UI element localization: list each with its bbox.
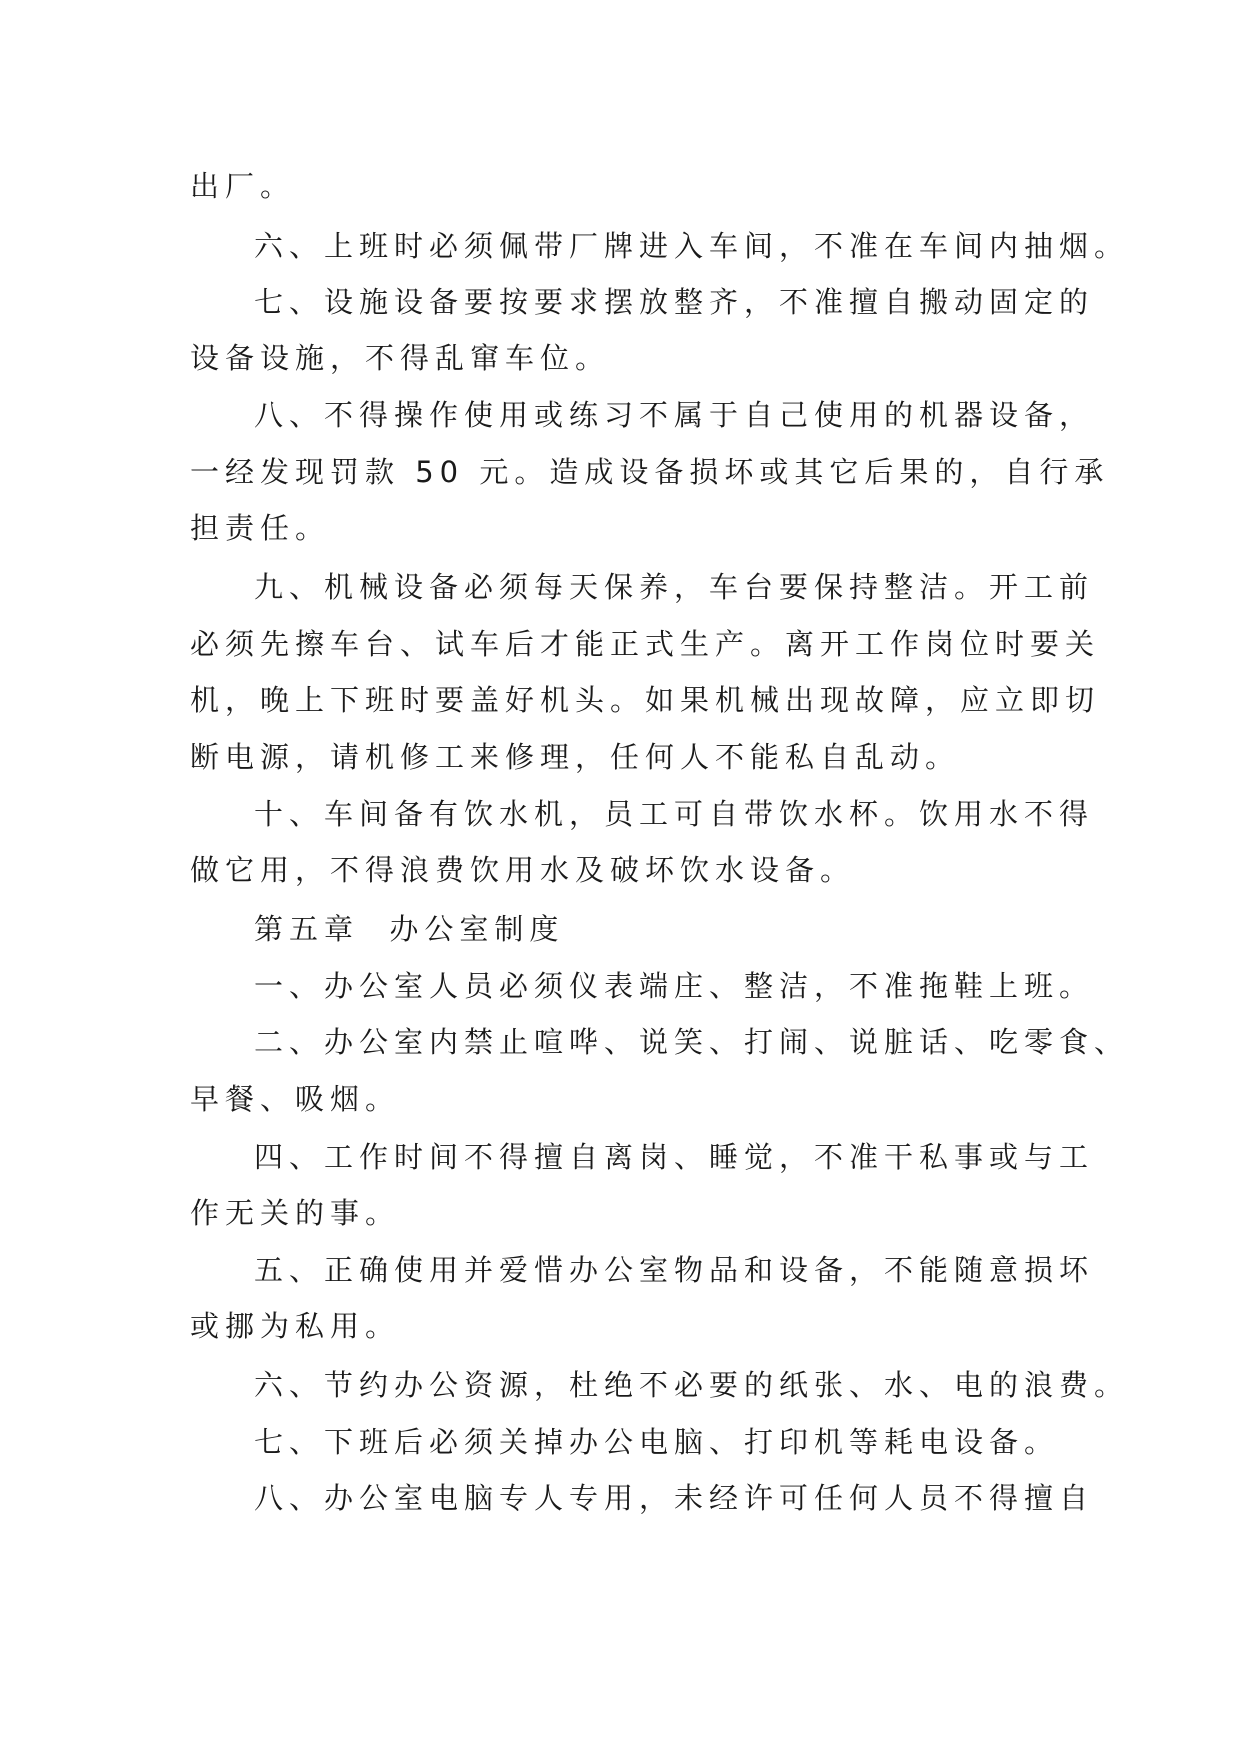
text-line: 做它用，不得浪费饮用水及破坏饮水设备。 [190, 853, 856, 887]
text-line: 作无关的事。 [190, 1196, 401, 1230]
text-line: 七、下班后必须关掉办公电脑、打印机等耗电设备。 [254, 1425, 1060, 1459]
text-line: 七、设施设备要按要求摆放整齐，不准擅自搬动固定的 [254, 285, 1095, 319]
text-line: 九、机械设备必须每天保养，车台要保持整洁。开工前 [254, 570, 1095, 604]
text-line: 早餐、吸烟。 [190, 1082, 401, 1116]
text-line: 六、上班时必须佩带厂牌进入车间，不准在车间内抽烟。 [254, 229, 1130, 263]
text-line: 四、工作时间不得擅自离岗、睡觉，不准干私事或与工 [254, 1140, 1095, 1174]
chapter-heading: 第五章 办公室制度 [254, 912, 565, 946]
text-line: 五、正确使用并爱惜办公室物品和设备，不能随意损坏 [254, 1253, 1095, 1287]
text-line: 一经发现罚款 50 元。造成设备损坏或其它后果的，自行承 [190, 455, 1110, 489]
text-line: 或挪为私用。 [190, 1309, 401, 1343]
text-line: 一、办公室人员必须仪表端庄、整洁，不准拖鞋上班。 [254, 969, 1095, 1003]
text-line: 十、车间备有饮水机，员工可自带饮水杯。饮用水不得 [254, 797, 1095, 831]
text-line: 出厂。 [190, 169, 296, 203]
text-line: 设备设施，不得乱窜车位。 [190, 341, 611, 375]
text-line: 八、办公室电脑专人专用，未经许可任何人员不得擅自 [254, 1481, 1095, 1515]
text-line: 断电源，请机修工来修理，任何人不能私自乱动。 [190, 740, 961, 774]
text-line: 机，晚上下班时要盖好机头。如果机械出现故障，应立即切 [190, 683, 1101, 717]
text-line: 必须先擦车台、试车后才能正式生产。离开工作岗位时要关 [190, 627, 1101, 661]
text-line: 担责任。 [190, 511, 331, 545]
text-line: 六、节约办公资源，杜绝不必要的纸张、水、电的浪费。 [254, 1368, 1130, 1402]
text-line: 八、不得操作使用或练习不属于自己使用的机器设备， [254, 398, 1095, 432]
text-line: 二、办公室内禁止喧哗、说笑、打闹、说脏话、吃零食、 [254, 1025, 1130, 1059]
